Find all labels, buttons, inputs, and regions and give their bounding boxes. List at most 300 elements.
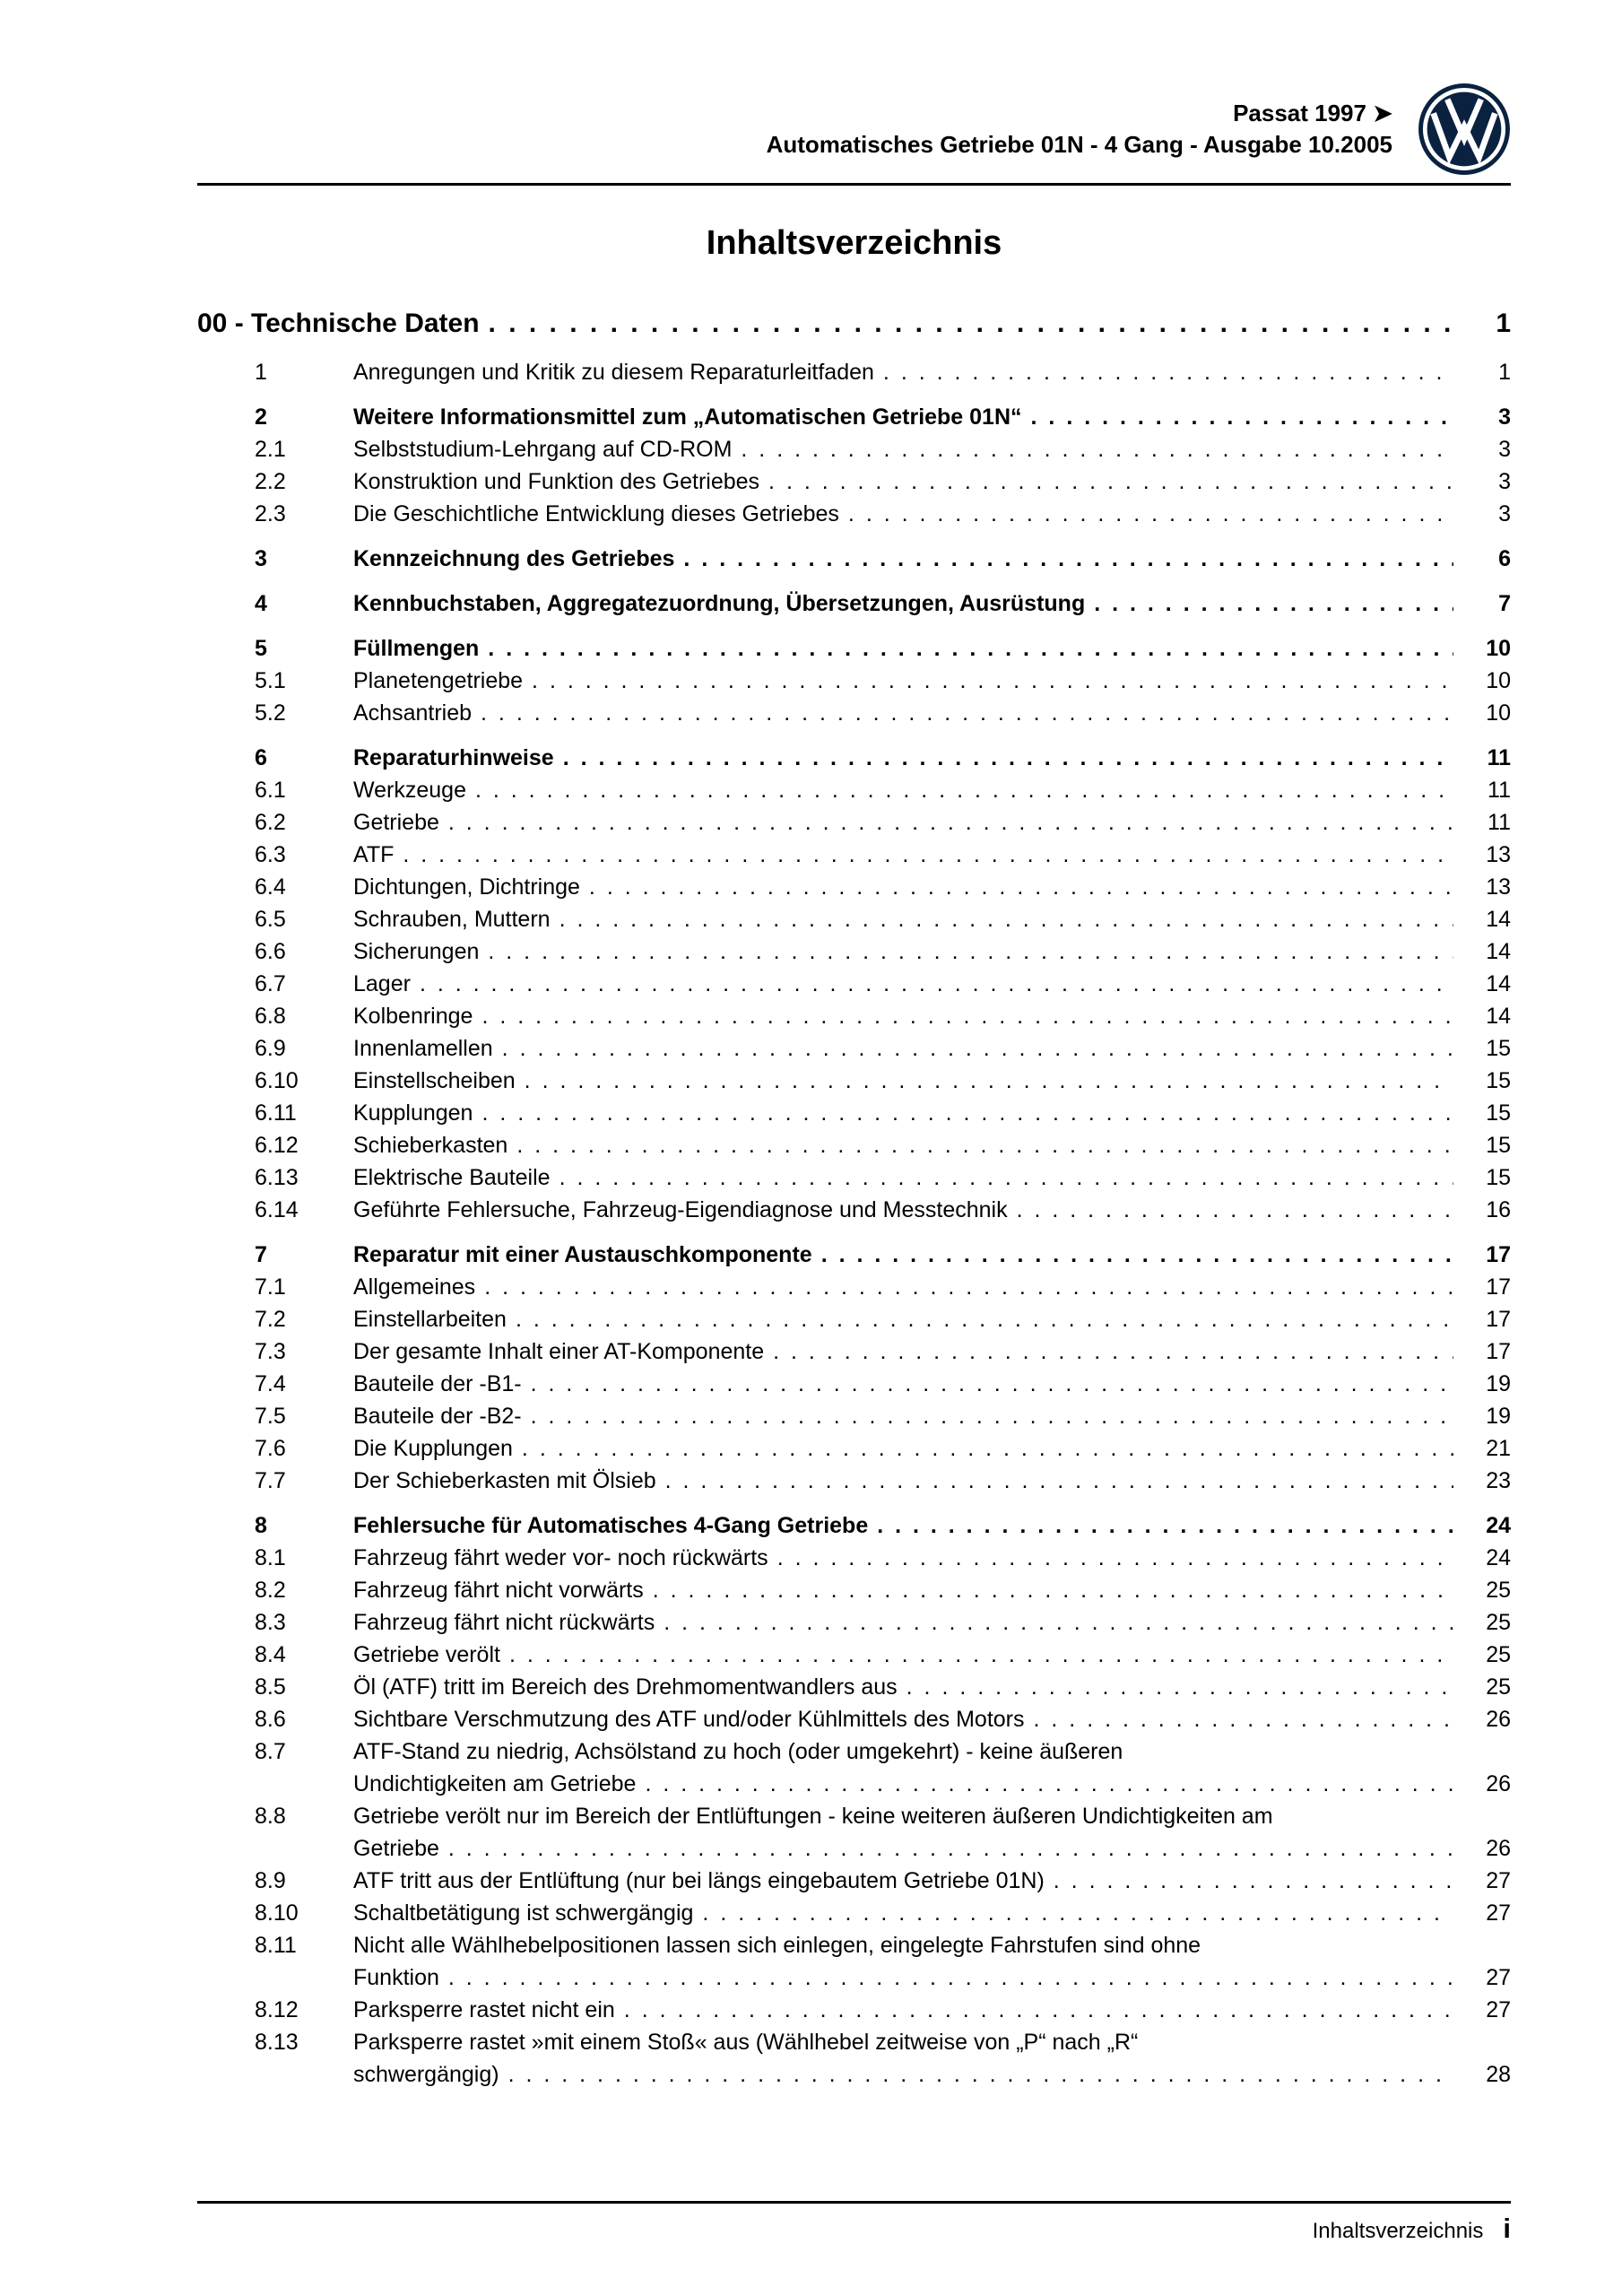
toc-entry-body bbox=[353, 1735, 1511, 1800]
toc-entry-body bbox=[353, 1194, 1511, 1226]
toc-entry-title: Elektrische Bauteile bbox=[353, 1165, 551, 1190]
toc-entry-line bbox=[353, 1735, 1511, 1768]
toc-row bbox=[197, 498, 1511, 530]
toc-leader-dots bbox=[563, 742, 1453, 774]
toc-leader-dots bbox=[624, 1994, 1453, 2026]
toc-page-number: 25 bbox=[1486, 1642, 1511, 1667]
toc-page-number: 19 bbox=[1486, 1404, 1511, 1429]
toc-entry-title: Dichtungen, Dichtringe bbox=[353, 874, 580, 900]
toc-entry-number: 5 bbox=[255, 636, 267, 661]
toc-entry-line bbox=[353, 871, 1511, 903]
toc-leader-dots bbox=[532, 665, 1453, 697]
toc-entry-number: 8.11 bbox=[255, 1933, 297, 1958]
toc-entry-line bbox=[353, 1032, 1511, 1065]
toc-row bbox=[197, 1671, 1511, 1703]
toc-entry-number: 7.2 bbox=[255, 1307, 286, 1332]
toc-page-number: 23 bbox=[1486, 1468, 1511, 1493]
toc-entry-line bbox=[353, 1161, 1511, 1194]
toc-page-number: 27 bbox=[1486, 1900, 1511, 1926]
toc-entry-body bbox=[353, 498, 1511, 530]
toc-row bbox=[197, 1606, 1511, 1639]
toc-leader-dots bbox=[502, 1032, 1453, 1065]
toc-entry-body bbox=[353, 665, 1511, 697]
toc-row bbox=[197, 697, 1511, 729]
toc-entry-body bbox=[353, 2026, 1511, 2091]
toc-leader-dots bbox=[1094, 587, 1453, 620]
toc-entry-number: 7.6 bbox=[255, 1436, 286, 1461]
toc-entry-line bbox=[353, 433, 1511, 465]
toc-leader-dots bbox=[877, 1509, 1453, 1542]
toc-entry-body bbox=[353, 742, 1511, 774]
toc-entry-line bbox=[353, 968, 1511, 1000]
toc-entry-title: ATF tritt aus der Entlüftung (nur bei längs eingebautem Getriebe 01N) bbox=[353, 1868, 1045, 1893]
toc-page-number: 1 bbox=[1498, 360, 1511, 385]
toc-entry-number: 7.1 bbox=[255, 1274, 286, 1300]
toc-leader-dots bbox=[653, 1574, 1453, 1606]
toc-page-number: 24 bbox=[1486, 1513, 1511, 1538]
toc-entry-body bbox=[353, 1800, 1511, 1865]
footer-line bbox=[197, 2213, 1511, 2245]
toc-entry-number: 6.11 bbox=[255, 1100, 297, 1126]
toc-entry-body bbox=[353, 587, 1511, 620]
toc-row bbox=[197, 1194, 1511, 1226]
toc-page-number: 17 bbox=[1486, 1307, 1511, 1332]
toc-page-number: 13 bbox=[1486, 842, 1511, 867]
toc-entry-body bbox=[353, 697, 1511, 729]
toc-entry-title: Lager bbox=[353, 971, 411, 996]
toc-row bbox=[197, 1897, 1511, 1929]
toc-entry-body bbox=[353, 1865, 1511, 1897]
toc-page-number: 14 bbox=[1486, 939, 1511, 964]
header-text bbox=[767, 98, 1392, 161]
toc-entry-line bbox=[353, 1335, 1511, 1368]
toc-entry-title: Selbststudium-Lehrgang auf CD-ROM bbox=[353, 437, 733, 462]
toc-page-number: 14 bbox=[1486, 907, 1511, 932]
toc-page-number: 1 bbox=[1496, 309, 1511, 338]
toc-entry-body bbox=[353, 1465, 1511, 1497]
toc-entry-line bbox=[197, 304, 1511, 344]
toc-entry-number: 6.7 bbox=[255, 971, 286, 996]
toc-entry-title: Achsantrieb bbox=[353, 700, 473, 726]
toc-row bbox=[197, 465, 1511, 498]
toc-row bbox=[197, 742, 1511, 774]
header-model-line: Passat 1997 ➤ bbox=[1233, 100, 1392, 126]
page-footer bbox=[197, 2194, 1511, 2245]
toc-row bbox=[197, 1509, 1511, 1542]
toc-entry-body bbox=[353, 1897, 1511, 1929]
toc-page-number: 15 bbox=[1486, 1068, 1511, 1093]
toc-page-number: 14 bbox=[1486, 971, 1511, 996]
toc-leader-dots bbox=[741, 433, 1453, 465]
toc-page-number: 11 bbox=[1487, 745, 1511, 770]
toc-page-number: 14 bbox=[1486, 1004, 1511, 1029]
toc-entry-line bbox=[353, 903, 1511, 935]
toc-entry-number: 6.13 bbox=[255, 1165, 299, 1190]
toc-page-number: 27 bbox=[1486, 1965, 1511, 1990]
toc-page-number: 25 bbox=[1486, 1578, 1511, 1603]
toc-leader-dots bbox=[702, 1897, 1453, 1929]
toc-entry-number: 2.2 bbox=[255, 469, 286, 494]
toc-entry-number: 6.8 bbox=[255, 1004, 286, 1029]
toc-leader-dots bbox=[484, 1271, 1453, 1303]
toc-entry-title: Der Schieberkasten mit Ölsieb bbox=[353, 1468, 656, 1493]
toc-page-number: 15 bbox=[1486, 1100, 1511, 1126]
toc-entry-body bbox=[353, 401, 1511, 433]
page-content bbox=[197, 0, 1511, 2091]
toc-entry-body bbox=[353, 806, 1511, 839]
toc-entry-body bbox=[353, 839, 1511, 871]
toc-entry-body bbox=[353, 543, 1511, 575]
toc-entry-title: Kennbuchstaben, Aggregatezuordnung, Übersetzungen, Ausrüstung bbox=[353, 591, 1086, 616]
toc-page-number: 10 bbox=[1486, 700, 1511, 726]
toc-row bbox=[197, 1994, 1511, 2026]
header-doc-title: Automatisches Getriebe 01N - 4 Gang - Ausgabe 10.2005 bbox=[766, 131, 1392, 158]
toc-leader-dots bbox=[448, 1832, 1453, 1865]
toc-page-number: 26 bbox=[1486, 1771, 1511, 1796]
toc-entry-body bbox=[353, 1129, 1511, 1161]
toc-row bbox=[197, 968, 1511, 1000]
toc-leader-dots bbox=[664, 1606, 1453, 1639]
toc-entry-body bbox=[353, 1065, 1511, 1097]
toc-entry-title: Bauteile der -B2- bbox=[353, 1404, 522, 1429]
toc-entry-line bbox=[353, 1542, 1511, 1574]
toc-entry-body bbox=[353, 1509, 1511, 1542]
toc-entry-number: 7.3 bbox=[255, 1339, 286, 1364]
toc-entry-title: Bauteile der -B1- bbox=[353, 1371, 522, 1396]
toc-leader-dots bbox=[509, 1639, 1453, 1671]
toc-entry-title: Getriebe bbox=[353, 810, 439, 835]
page-title: Inhaltsverzeichnis bbox=[706, 224, 1002, 262]
toc-leader-dots bbox=[508, 2058, 1453, 2091]
toc-entry-title: Parksperre rastet nicht ein bbox=[353, 1997, 615, 2022]
toc-page-number: 11 bbox=[1488, 810, 1511, 835]
toc-entry-number: 6.5 bbox=[255, 907, 286, 932]
toc-row bbox=[197, 1161, 1511, 1194]
toc-entry-number: 8.3 bbox=[255, 1610, 286, 1635]
toc-leader-dots bbox=[768, 465, 1453, 498]
vw-logo-icon bbox=[1418, 83, 1511, 176]
toc-entry-line bbox=[353, 1097, 1511, 1129]
toc-entry-line bbox=[353, 697, 1511, 729]
toc-entry-title-continued: Funktion bbox=[353, 1965, 439, 1990]
toc-row bbox=[197, 839, 1511, 871]
footer-label: Inhaltsverzeichnis bbox=[1312, 2219, 1484, 2243]
toc-entry-number: 7.7 bbox=[255, 1468, 286, 1493]
toc-entry-line bbox=[353, 839, 1511, 871]
toc-leader-dots bbox=[481, 1097, 1453, 1129]
toc-entry-title: Anregungen und Kritik zu diesem Reparaturleitfaden bbox=[353, 360, 874, 385]
toc-entry-line bbox=[353, 1194, 1511, 1226]
toc-entry-body bbox=[353, 1335, 1511, 1368]
toc-entry-title: Einstellarbeiten bbox=[353, 1307, 507, 1332]
toc-entry-title: Innenlamellen bbox=[353, 1036, 493, 1061]
toc-entry-line bbox=[353, 465, 1511, 498]
toc-row bbox=[197, 2026, 1511, 2091]
toc-entry-number: 1 bbox=[255, 360, 267, 385]
toc-row bbox=[197, 1097, 1511, 1129]
toc-row bbox=[197, 1574, 1511, 1606]
toc-entry-body bbox=[353, 1703, 1511, 1735]
toc-entry-number: 6.6 bbox=[255, 939, 286, 964]
toc-entry-body bbox=[353, 1303, 1511, 1335]
toc-entry-line bbox=[353, 1929, 1511, 1961]
toc-leader-dots bbox=[1031, 401, 1453, 433]
toc-row bbox=[197, 632, 1511, 665]
toc-entry-line bbox=[353, 1239, 1511, 1271]
toc-leader-dots bbox=[403, 839, 1453, 871]
toc-entry-number: 2.3 bbox=[255, 501, 286, 526]
toc-leader-dots bbox=[522, 1432, 1453, 1465]
toc-entry-number: 8.12 bbox=[255, 1997, 299, 2022]
toc-row bbox=[197, 433, 1511, 465]
toc-row bbox=[197, 774, 1511, 806]
toc-row bbox=[197, 1432, 1511, 1465]
toc-entry-line bbox=[353, 1400, 1511, 1432]
toc-row bbox=[197, 871, 1511, 903]
toc-row bbox=[197, 1271, 1511, 1303]
toc-row bbox=[197, 1800, 1511, 1865]
toc-entry-title: Werkzeuge bbox=[353, 778, 466, 803]
toc-entry-number: 8.10 bbox=[255, 1900, 299, 1926]
toc-entry-title: Konstruktion und Funktion des Getriebes bbox=[353, 469, 760, 494]
toc-page-number: 10 bbox=[1486, 636, 1511, 661]
toc-page-number: 13 bbox=[1486, 874, 1511, 900]
toc-entry-line bbox=[353, 1574, 1511, 1606]
toc-page-number: 10 bbox=[1486, 668, 1511, 693]
toc-entry-title: Reparaturhinweise bbox=[353, 745, 554, 770]
toc-entry-body bbox=[353, 1000, 1511, 1032]
toc-page-number: 3 bbox=[1498, 469, 1511, 494]
toc-entry-line bbox=[353, 1271, 1511, 1303]
toc-entry-line bbox=[353, 1768, 1511, 1800]
toc-entry-body bbox=[353, 1432, 1511, 1465]
toc-entry-number: 6.3 bbox=[255, 842, 286, 867]
toc-entry-number: 6.2 bbox=[255, 810, 286, 835]
toc-entry-line bbox=[353, 1065, 1511, 1097]
toc-page-number: 26 bbox=[1486, 1707, 1511, 1732]
toc-entry-number: 8.4 bbox=[255, 1642, 286, 1667]
footer-page-number: i bbox=[1503, 2213, 1511, 2244]
toc-row bbox=[197, 935, 1511, 968]
toc-entry-title: Planetengetriebe bbox=[353, 668, 524, 693]
toc-entry-body bbox=[353, 632, 1511, 665]
toc-entry-line bbox=[353, 806, 1511, 839]
toc-entry-number: 6.4 bbox=[255, 874, 286, 900]
toc-leader-dots bbox=[1017, 1194, 1453, 1226]
toc-entry-title: Nicht alle Wählhebelpositionen lassen sich einlegen, eingelegte Fahrstufen sind ohne bbox=[353, 1933, 1201, 1958]
toc-page-number: 25 bbox=[1486, 1610, 1511, 1635]
toc-row bbox=[197, 1065, 1511, 1097]
toc-page-number: 27 bbox=[1486, 1868, 1511, 1893]
toc-row bbox=[197, 1703, 1511, 1735]
toc-row bbox=[197, 1639, 1511, 1671]
toc-entry-title: Parksperre rastet »mit einem Stoß« aus (Wählhebel zeitweise von „P“ nach „R“ bbox=[353, 2030, 1139, 2055]
toc-entry-number: 7.5 bbox=[255, 1404, 286, 1429]
toc-row bbox=[197, 903, 1511, 935]
toc-row bbox=[197, 1335, 1511, 1368]
toc-entry-body bbox=[353, 1994, 1511, 2026]
toc-entry-number: 7 bbox=[255, 1242, 267, 1267]
toc-entry-title: Schrauben, Muttern bbox=[353, 907, 551, 932]
toc-page-number: 17 bbox=[1486, 1274, 1511, 1300]
toc-entry-body bbox=[353, 1671, 1511, 1703]
toc-leader-dots bbox=[481, 697, 1453, 729]
toc-entry-line bbox=[353, 1961, 1511, 1994]
toc-entry-title: ATF bbox=[353, 842, 395, 867]
toc-entry-body bbox=[353, 1271, 1511, 1303]
toc-row bbox=[197, 401, 1511, 433]
toc-entry-number: 6 bbox=[255, 745, 267, 770]
toc-entry-body bbox=[353, 1368, 1511, 1400]
toc-entry-title: Sichtbare Verschmutzung des ATF und/oder Kühlmittels des Motors bbox=[353, 1707, 1025, 1732]
toc-entry-line bbox=[353, 1639, 1511, 1671]
toc-entry-title: Schaltbetätigung ist schwergängig bbox=[353, 1900, 694, 1926]
toc-entry-number: 8.1 bbox=[255, 1545, 286, 1570]
toc-row bbox=[197, 665, 1511, 697]
toc-leader-dots bbox=[883, 356, 1453, 388]
toc-leader-dots bbox=[531, 1368, 1453, 1400]
toc-entry-title: Fehlersuche für Automatisches 4-Gang Getriebe bbox=[353, 1513, 869, 1538]
toc-page-number: 24 bbox=[1486, 1545, 1511, 1570]
toc-entry-number: 3 bbox=[255, 546, 267, 571]
toc-entry-title: Fahrzeug fährt nicht rückwärts bbox=[353, 1610, 655, 1635]
toc-leader-dots bbox=[773, 1335, 1453, 1368]
toc-row bbox=[197, 1865, 1511, 1897]
toc-entry-line bbox=[353, 1368, 1511, 1400]
toc-page-number: 19 bbox=[1486, 1371, 1511, 1396]
toc-entry-line bbox=[353, 1509, 1511, 1542]
toc-row bbox=[197, 1368, 1511, 1400]
toc-entry-title: Die Kupplungen bbox=[353, 1436, 513, 1461]
toc-leader-dots bbox=[488, 935, 1453, 968]
page-header bbox=[197, 83, 1511, 176]
toc-page-number: 16 bbox=[1486, 1197, 1511, 1222]
toc-leader-dots bbox=[906, 1671, 1453, 1703]
toc-row bbox=[197, 1542, 1511, 1574]
toc-page-number: 28 bbox=[1486, 2062, 1511, 2087]
toc-entry-body bbox=[197, 304, 1511, 344]
toc-leader-dots bbox=[777, 1542, 1453, 1574]
toc-entry-line bbox=[353, 401, 1511, 433]
toc-entry-body bbox=[353, 1639, 1511, 1671]
toc-leader-dots bbox=[589, 871, 1453, 903]
toc-entry-line bbox=[353, 774, 1511, 806]
toc-entry-line bbox=[353, 1000, 1511, 1032]
toc-entry-title: Die Geschichtliche Entwicklung dieses Getriebes bbox=[353, 501, 839, 526]
toc-entry-number: 8.13 bbox=[255, 2030, 299, 2055]
toc-leader-dots bbox=[448, 806, 1453, 839]
toc-entry-title: Fahrzeug fährt nicht vorwärts bbox=[353, 1578, 644, 1603]
toc-leader-dots bbox=[848, 498, 1453, 530]
toc-entry-line bbox=[353, 665, 1511, 697]
toc-entry-number: 8.8 bbox=[255, 1804, 286, 1829]
toc-entry-title: Weitere Informationsmittel zum „Automatischen Getriebe 01N“ bbox=[353, 404, 1022, 430]
toc-entry-title: Einstellscheiben bbox=[353, 1068, 516, 1093]
toc-entry-body bbox=[353, 465, 1511, 498]
toc-page-number: 3 bbox=[1498, 501, 1511, 526]
toc-row bbox=[197, 304, 1511, 344]
toc-entry-number: 6.1 bbox=[255, 778, 286, 803]
toc-entry-line bbox=[353, 1832, 1511, 1865]
toc-entry-line bbox=[353, 356, 1511, 388]
toc-entry-number: 2 bbox=[255, 404, 267, 430]
toc-entry-number: 8.2 bbox=[255, 1578, 286, 1603]
toc-entry-number: 6.9 bbox=[255, 1036, 286, 1061]
toc-entry-line bbox=[353, 2058, 1511, 2091]
toc-entry-number: 8.5 bbox=[255, 1674, 286, 1700]
toc-entry-title: Kupplungen bbox=[353, 1100, 473, 1126]
footer-rule bbox=[197, 2201, 1511, 2204]
toc-entry-title: Allgemeines bbox=[353, 1274, 476, 1300]
toc-entry-line bbox=[353, 1129, 1511, 1161]
toc-row bbox=[197, 1032, 1511, 1065]
toc-page-number: 17 bbox=[1486, 1242, 1511, 1267]
toc-row bbox=[197, 543, 1511, 575]
toc-entry-title: ATF-Stand zu niedrig, Achsölstand zu hoch (oder umgekehrt) - keine äußeren bbox=[353, 1739, 1123, 1764]
toc-leader-dots bbox=[1034, 1703, 1453, 1735]
toc-entry-body bbox=[353, 774, 1511, 806]
toc-row bbox=[197, 1000, 1511, 1032]
toc-entry-title: Schieberkasten bbox=[353, 1133, 508, 1158]
toc-entry-line bbox=[353, 935, 1511, 968]
toc-leader-dots bbox=[559, 1161, 1453, 1194]
toc-entry-body bbox=[353, 1574, 1511, 1606]
toc-row bbox=[197, 1929, 1511, 1994]
toc-entry-line bbox=[353, 1606, 1511, 1639]
toc-entry-number: 6.12 bbox=[255, 1133, 299, 1158]
toc-row bbox=[197, 806, 1511, 839]
toc-leader-dots bbox=[481, 1000, 1453, 1032]
toc-page-number: 15 bbox=[1486, 1133, 1511, 1158]
toc-entry-body bbox=[353, 1239, 1511, 1271]
toc-entry-line bbox=[353, 1994, 1511, 2026]
toc-entry-number: 6.14 bbox=[255, 1197, 299, 1222]
toc-entry-title-continued: Undichtigkeiten am Getriebe bbox=[353, 1771, 637, 1796]
toc-entry-title: Öl (ATF) tritt im Bereich des Drehmomentwandlers aus bbox=[353, 1674, 898, 1700]
toc-row bbox=[197, 1465, 1511, 1497]
toc-entry-title-continued: schwergängig) bbox=[353, 2062, 499, 2087]
toc-leader-dots bbox=[489, 304, 1453, 344]
toc-entry-line bbox=[353, 587, 1511, 620]
toc-page-number: 3 bbox=[1498, 404, 1511, 430]
toc-entry-line bbox=[353, 543, 1511, 575]
toc-entry-number: 2.1 bbox=[255, 437, 286, 462]
toc-entry-title: Getriebe verölt bbox=[353, 1642, 500, 1667]
toc-entry-line bbox=[353, 1865, 1511, 1897]
toc-entry-title: Der gesamte Inhalt einer AT-Komponente bbox=[353, 1339, 765, 1364]
toc-entry-body bbox=[353, 433, 1511, 465]
toc-entry-line bbox=[353, 1703, 1511, 1735]
toc-row bbox=[197, 1129, 1511, 1161]
toc-entry-number: 6.10 bbox=[255, 1068, 299, 1093]
toc-entry-body bbox=[353, 903, 1511, 935]
toc-entry-line bbox=[353, 1432, 1511, 1465]
toc-leader-dots bbox=[525, 1065, 1453, 1097]
toc-entry-title: Geführte Fehlersuche, Fahrzeug-Eigendiagnose und Messtechnik bbox=[353, 1197, 1008, 1222]
toc-page-number: 11 bbox=[1488, 778, 1511, 803]
toc-entry-title: Kennzeichnung des Getriebes bbox=[353, 546, 675, 571]
toc-entry-title: Reparatur mit einer Austauschkomponente bbox=[353, 1242, 812, 1267]
toc-page-number: 7 bbox=[1498, 591, 1511, 616]
toc-page-number: 6 bbox=[1498, 546, 1511, 571]
toc-entry-line bbox=[353, 1897, 1511, 1929]
toc-page-number: 3 bbox=[1498, 437, 1511, 462]
toc-entry-number: 5.2 bbox=[255, 700, 286, 726]
header-rule bbox=[197, 183, 1511, 186]
toc-page-number: 21 bbox=[1486, 1436, 1511, 1461]
toc-entry-title: Sicherungen bbox=[353, 939, 480, 964]
toc-entry-body bbox=[353, 356, 1511, 388]
